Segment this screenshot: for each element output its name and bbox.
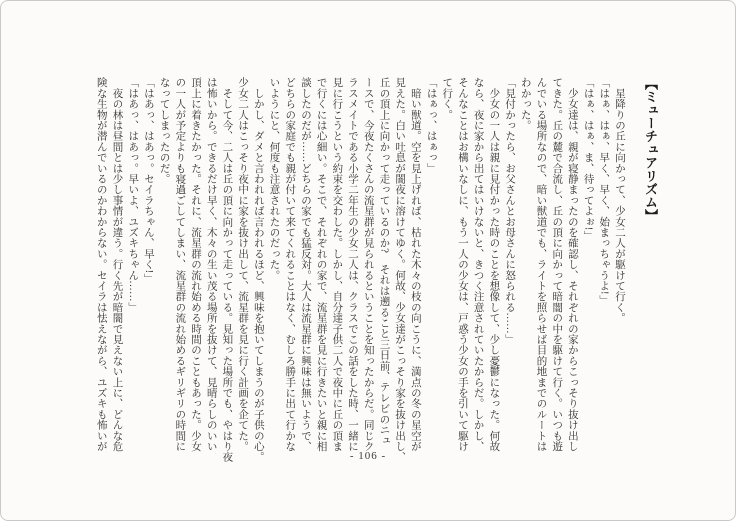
text-column: わかった。	[519, 77, 531, 131]
text-column: 見に行こうという約束を交わした。しかし、自分達子供二人で夜中に丘の頂ま	[331, 77, 343, 452]
text-column: てきた。丘の麓で合流し、丘の頂に向かって暗闇の中を駆けて行く。いつも遊	[551, 77, 563, 452]
text-column: 星降りの丘に向かって、少女二人が駆けて行く。	[614, 77, 625, 324]
text-column: 丘の頂上に向かって走っているのか? それは遡ること三日前、テレビのニュ	[378, 77, 390, 446]
text-column: 少女の一人は親に見付かった時のことを想像して、少し憂鬱になった。何故	[488, 77, 500, 452]
text-column: 「はぁっ、はぁっ」	[425, 77, 437, 174]
text-column: て行く。	[441, 77, 453, 120]
text-column: 夜の林は昼間とは少し事情が違う。行く先が暗闇で見えない上に、どんな危	[111, 77, 123, 452]
text-column: ースで、今夜たくさんの流星群が見られるということを知ったからだ。同じク	[362, 77, 374, 452]
page-number: - 106 -	[349, 450, 387, 462]
text-column: んでいる場所なので、暗い獣道でも、ライトを照らせば目的地までのルートは	[535, 77, 547, 452]
text-column: 談したのだが……どちらの家でも猛反対。大人は流星群に興味は無いようで、	[299, 77, 311, 452]
text-column: 暗い獣道。空を見上げれば、枯れた木々の枝の向こうに、満点の冬の星空が	[409, 77, 421, 452]
text-column: 頂上に着きたかった。それに、流星群の流れ始める時間のこともあった。少女	[190, 77, 202, 452]
story-title: 【ミューチュアリズム】	[643, 77, 658, 223]
text-column: なってしまったのだ。	[158, 77, 170, 184]
text-column: いようにと、何度も注意されたのだった。	[268, 77, 280, 281]
text-column: そして今、二人は丘の頂に向かって走っている。見知った場所でも、やはり夜	[221, 77, 233, 463]
text-column: しかし、ダメと言われれば言われるほど、興味を抱いてしまうのが子供の心。	[252, 77, 264, 463]
text-column: の一人が予定よりも寝過ごしてしまい、流星群の流れ始めるギリギリの時間に	[174, 77, 186, 452]
text-column: ラスメイトである小学二年生の少女二人は、クラスでこの話をした時、一緒に	[347, 77, 359, 452]
text-column: 「見付かったら、お父さんとお母さんに怒られる……」	[504, 77, 516, 345]
text-column: 「はぁ、はぁ、ま、待ってよぉ!」	[582, 77, 594, 242]
text-column: 見えた。白い吐息が闇夜に溶けてゆく。何故、少女達がこっそり家を抜け出し、	[394, 77, 406, 463]
text-column: は怖いから。できるだけ早く、木々の生い茂る場所を抜けて、見晴らしのいい	[205, 77, 217, 452]
text-column: 「はぁ、はぁ、早く、早く、始まっちゃうよ!」	[598, 77, 610, 306]
text-column: 少女二人はこっそり夜中に家を抜け出して、流星群を見に行く計画を企てた。	[237, 77, 249, 452]
text-column: そんなことはお構いなしに、もう一人の少女は、戸惑う少女の手を引いて駆け	[456, 77, 468, 452]
text-column: で行くには心細い。そこで、それぞれの家で、流星群を見に行きたいと親に相	[315, 77, 327, 452]
text-column: なら、夜に家から出てはいけないと、きつく注意されていたからだ。しかし、	[472, 77, 484, 452]
text-column: 少女達は、親が寝静まったのを確認し、それぞれの家からこっそり抜け出し	[566, 77, 578, 452]
text-column: 険な生物が潜んでいるのかわからない。セイラは怯えながら、ユズキも怖いが	[95, 77, 107, 452]
text-column: 「はあっ、はあっ。セイラちゃん、早く!」	[142, 77, 154, 284]
text-column: どちらの家庭でも親が付いて来てくれることはなく、むしろ勝手に出て行かな	[284, 77, 296, 452]
text-column: 「はあっ、はあっ。早いよ、ユズキちゃん……」	[127, 77, 139, 313]
